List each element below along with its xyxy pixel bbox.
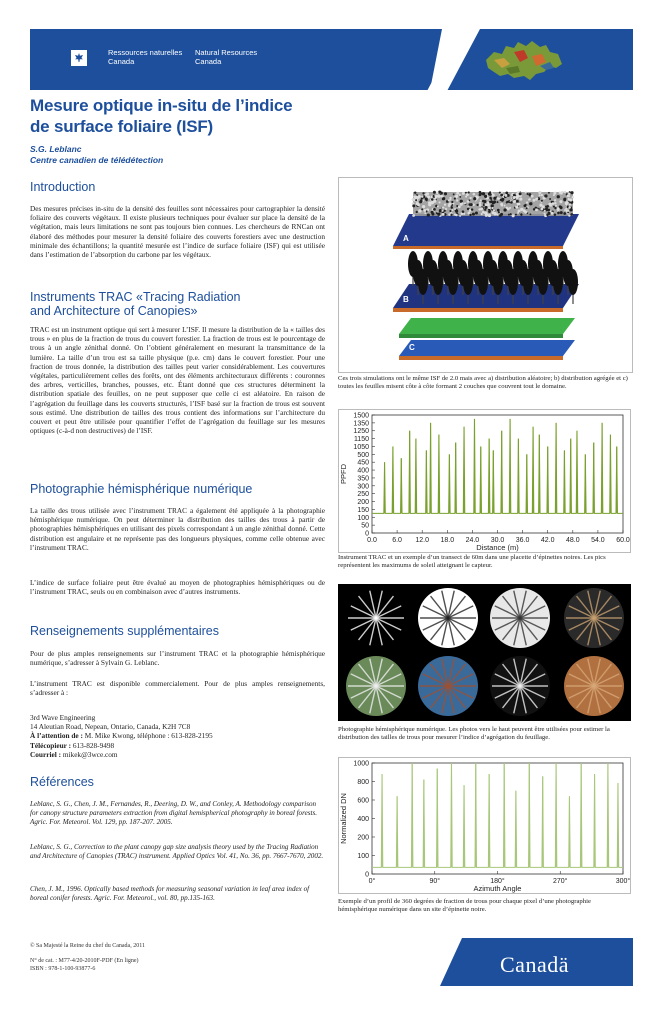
y-tick-label: 0 — [365, 871, 369, 879]
attn-value: M. Mike Kwong, téléphone : 613-828-2195 — [84, 731, 213, 741]
y-tick-label: 1000 — [353, 760, 369, 768]
sim-label-c: C — [409, 343, 415, 352]
x-tick-label: 48.0 — [565, 537, 580, 544]
info-text-2: L’instrument TRAC est disponible commercialement. Pour de plus amples renseignements, s’adresser à : — [30, 679, 325, 698]
x-tick-label: 36.0 — [515, 537, 530, 544]
y-tick-label: 1350 — [353, 420, 369, 428]
trac-heading — [30, 290, 241, 318]
isbn-number: ISBN : 978-1-100-93877-6 — [30, 966, 96, 972]
y-tick-label: 200 — [357, 834, 369, 842]
x-tick-label: 24.0 — [465, 537, 480, 544]
plot-area — [372, 763, 623, 874]
email-label: Courriel : — [30, 749, 62, 759]
x-tick-label: 270° — [553, 878, 568, 885]
reference-1: Leblanc, S. G., Chen, J. M., Fernandes, R., Deering, D. W., and Conley, A. Methodology comparison for canopy structure parameters extraction from digital hemispherical photography in boreal forests. Agric. For. Meteorol. Vol. 129, pp. 187-207. 2005. — [30, 800, 318, 826]
y-tick-label: 1250 — [353, 428, 369, 436]
x-tick-label: 18.0 — [440, 537, 455, 544]
y-tick-label: 300 — [357, 483, 369, 491]
attn-label: À l’attention de : — [30, 731, 83, 741]
org-name-en — [195, 48, 257, 66]
org-fr-line1: Ressources naturelles — [108, 48, 183, 57]
tree-crown — [478, 269, 488, 295]
tree-crown — [538, 269, 548, 295]
y-tick-label: 400 — [357, 467, 369, 475]
info-heading: Renseignements supplémentaires — [30, 624, 219, 638]
simulation-caption: Ces trois simulations ont le même ISF de 2.0 mais avec a) distribution aléatoire; b) distribution agrégée et c) toutes les feuilles misent côte à côte formant 2 couches que couvrent tout le domaine. — [338, 375, 628, 391]
fax-value: 613-828-9498 — [72, 740, 115, 750]
y-tick-label: 50 — [361, 522, 369, 530]
contact-company: 3rd Wave Engineering — [30, 713, 96, 722]
x-tick-label: 6.0 — [392, 537, 402, 544]
x-axis-label: Distance (m) — [476, 543, 519, 552]
x-tick-label: 12.0 — [415, 537, 430, 544]
y-tick-label: 400 — [357, 816, 369, 823]
y-tick-label: 450 — [357, 459, 369, 467]
page-title — [30, 95, 410, 137]
y-axis-label: PPFD — [339, 463, 348, 485]
contact-email — [30, 750, 325, 759]
y-tick-label: 0 — [365, 530, 369, 538]
simulation-figure — [338, 177, 633, 373]
trac-heading-line2: and Architecture of Canopies» — [30, 304, 198, 318]
y-tick-label: 350 — [357, 475, 369, 483]
photo-text-2: L’indice de surface foliaire peut être évalué au moyen de photographies hémisphériques ou de l’instrument TRAC, seuls ou en combinaison avec d’autres instruments. — [30, 578, 325, 597]
tree-crown — [448, 269, 458, 295]
email-link[interactable]: mikek@3wce.com — [62, 749, 118, 759]
title-line1: Mesure optique in-situ de l’indice — [30, 96, 293, 115]
tree-crown — [508, 269, 518, 295]
dhp-azimuth-chart — [338, 757, 631, 894]
y-tick-label: 1500 — [353, 412, 369, 420]
photo-heading: Photographie hémisphérique numérique — [30, 482, 253, 496]
y-tick-label: 500 — [357, 451, 369, 459]
trac-transect-chart — [338, 409, 631, 553]
x-tick-label: 0.0 — [367, 537, 377, 544]
org-en-line1: Natural Resources — [195, 48, 258, 57]
intro-heading: Introduction — [30, 180, 96, 194]
y-tick-label: 1150 — [353, 436, 369, 444]
tree-crown — [418, 269, 428, 295]
sim-label-a: A — [403, 234, 409, 243]
tree-crown — [568, 269, 578, 295]
title-line2: de surface foliaire (ISF) — [30, 117, 213, 136]
org-name-fr — [108, 48, 182, 66]
x-tick-label: 42.0 — [540, 537, 555, 544]
contact-block — [30, 713, 325, 759]
simulation-illustration — [339, 178, 632, 372]
canada-flag-icon — [64, 50, 94, 66]
y-tick-label: 100 — [357, 514, 369, 522]
contact-attn — [30, 731, 325, 740]
header-slant — [430, 29, 470, 90]
x-tick-label: 60.0 — [616, 537, 630, 544]
refs-heading: Références — [30, 775, 94, 789]
tree-crown — [433, 269, 443, 295]
contact-address: 14 Aleutian Road, Nepean, Ontario, Canada, K2H 7C8 — [30, 722, 191, 732]
tree-crown — [493, 269, 503, 295]
x-tick-label: 90° — [429, 878, 441, 885]
author-block — [30, 144, 163, 166]
tree-crown — [463, 269, 473, 295]
copyright-text: © Sa Majesté la Reine du chef du Canada, 2011 — [30, 943, 145, 949]
trac-caption: Instrument TRAC et un exemple d’un transect de 60m dans une placette d’épinettes noires. Les pics représentent les maximums de soleil atteignant le capteur. — [338, 554, 606, 570]
reference-3: Chen, J. M., 1996. Optically based methods for measuring seasonal variation in leaf area index of boreal conifer forests. Agric. For. Meteorol., vol. 80, pp.135-163. — [30, 885, 310, 902]
tree-crown — [523, 269, 533, 295]
photo-text-1: La taille des trous utilisée avec l’instrument TRAC a également été appliquée à la photographie hémisphérique numérique. On peut déterminer la distribution des tailles des trous à partir de photographies hémisphériques en utilisant des pixels correspondant à un angle zénithal donné. Cette distribution est angulaire et ne représente pas des longueurs physiques, comme celle obtenue avec l’instrument TRAC. — [30, 506, 325, 552]
x-axis-label: Azimuth Angle — [473, 884, 522, 893]
y-tick-label: 250 — [357, 491, 369, 499]
canada-map-icon — [484, 38, 564, 88]
tree-crown — [553, 269, 563, 295]
intro-text: Des mesures précises in-situ de la densité des feuilles sont nécessaires pour cartographier la densité foliaire des couverts végétaux. Il existe plusieurs techniques pour évaluer sur place la densité de la végétation, mais leurs limitations ne sont pas toujours bien connues. Les chercheurs de RNCan ont élaboré des méthodes pour mesurer la densité foliaire des couverts forestiers avec une destruction minimale des échantillons; la quantité mesurée est l’indice de surface foliaire (ISF) qui est utilisée dans l’estimation de l’absorption du carbone par les végétaux. — [30, 204, 325, 260]
author-name: S.G. Leblanc — [30, 144, 82, 154]
org-fr-line2: Canada — [108, 57, 135, 66]
y-axis-label: Normalized DN — [339, 793, 348, 844]
dhp-caption: Exemple d’un profil de 360 degrées de fraction de trous pour chaque pixel d’une photographie hémisphérique numérique dans un site d’épinette noire. — [338, 898, 591, 914]
author-affiliation: Centre canadien de télédétection — [30, 155, 164, 165]
hemispherical-photos-panel — [338, 584, 631, 721]
x-tick-label: 54.0 — [591, 537, 605, 544]
reference-2: Leblanc, S. G., Correction to the plant canopy gap size analysis theory used by the Tracing Radiation and Architecture of Canopies (TRAC) instrument. Applied Optics Vol. 41, No. 36, pp. 7667-7670, 2002. — [30, 843, 324, 860]
y-tick-label: 200 — [357, 499, 369, 507]
x-tick-label: 30.0 — [490, 537, 505, 544]
org-en-line2: Canada — [195, 57, 222, 66]
y-tick-label: 600 — [357, 797, 369, 805]
y-tick-label: 800 — [357, 779, 369, 786]
y-tick-label: 1050 — [353, 443, 369, 451]
y-tick-label: 100 — [357, 853, 369, 860]
x-tick-label: 300° — [615, 878, 631, 885]
trac-heading-line1: Instruments TRAC «Tracing Radiation — [30, 290, 241, 304]
canada-wordmark: Canadä — [500, 952, 569, 977]
y-tick-label: 150 — [357, 506, 369, 514]
catalogue-number: N° de cat. : M77-4/20-2010F-PDF (En ligne) — [30, 958, 139, 964]
contact-fax — [30, 741, 325, 750]
photos-caption: Photographie hémisphérique numérique. Les photos vers le haut peuvent être utilisées pour estimer la distribution des tailles de trous pour mesurer l’indice d’agrégation du feuillage. — [338, 726, 610, 742]
info-text-1: Pour de plus amples renseignements sur l’instrument TRAC et la photographie hémisphérique numérique, s’adresser à Sylvain G. Leblanc. — [30, 649, 325, 668]
sim-label-b: B — [403, 295, 409, 304]
x-tick-label: 180° — [490, 878, 505, 885]
x-tick-label: 0° — [368, 878, 376, 885]
trac-text: TRAC est un instrument optique qui sert à mesurer L’ISF. Il mesure la distribution de la « tailles des trous » en plus de la fraction de trous du couvert forestier. La fraction de trous est le pourcentage de trous à un angle zénithal donné. On l’obtient généralement en mesurant la transmittance de la lumière. La taille d’un trou est sa taille physique (p.e. cm) dans le couvert forestier. Pour une fraction de trous donnée, la distribution des tailles peut varier considérablement. Les couvertures végétales, particulièrement celles des forêts, ont des éléments architecturaux différents : couronnes des arbres, verticilles, branches, pousses, etc. Étant donné que ces structures déterminent la distribution spatiale des feuilles, on ne peut supposer que celle ci est aléatoire. En raison de l’agrégation du feuillage dans les couverts structurés, l’ISF basé sur la fraction de trous est souvent sous estimé. Une distribution de tailles des trous contient des informations sur l’architecture du couvert et peut être utilisée pour quantifier l’effet de l’agrégation du feuillage sur les mesures optiques (c-à-d non destructives) de l’ISF. — [30, 325, 325, 436]
hemispherical-photos — [338, 584, 631, 721]
fax-label: Télécopieur : — [30, 740, 72, 750]
